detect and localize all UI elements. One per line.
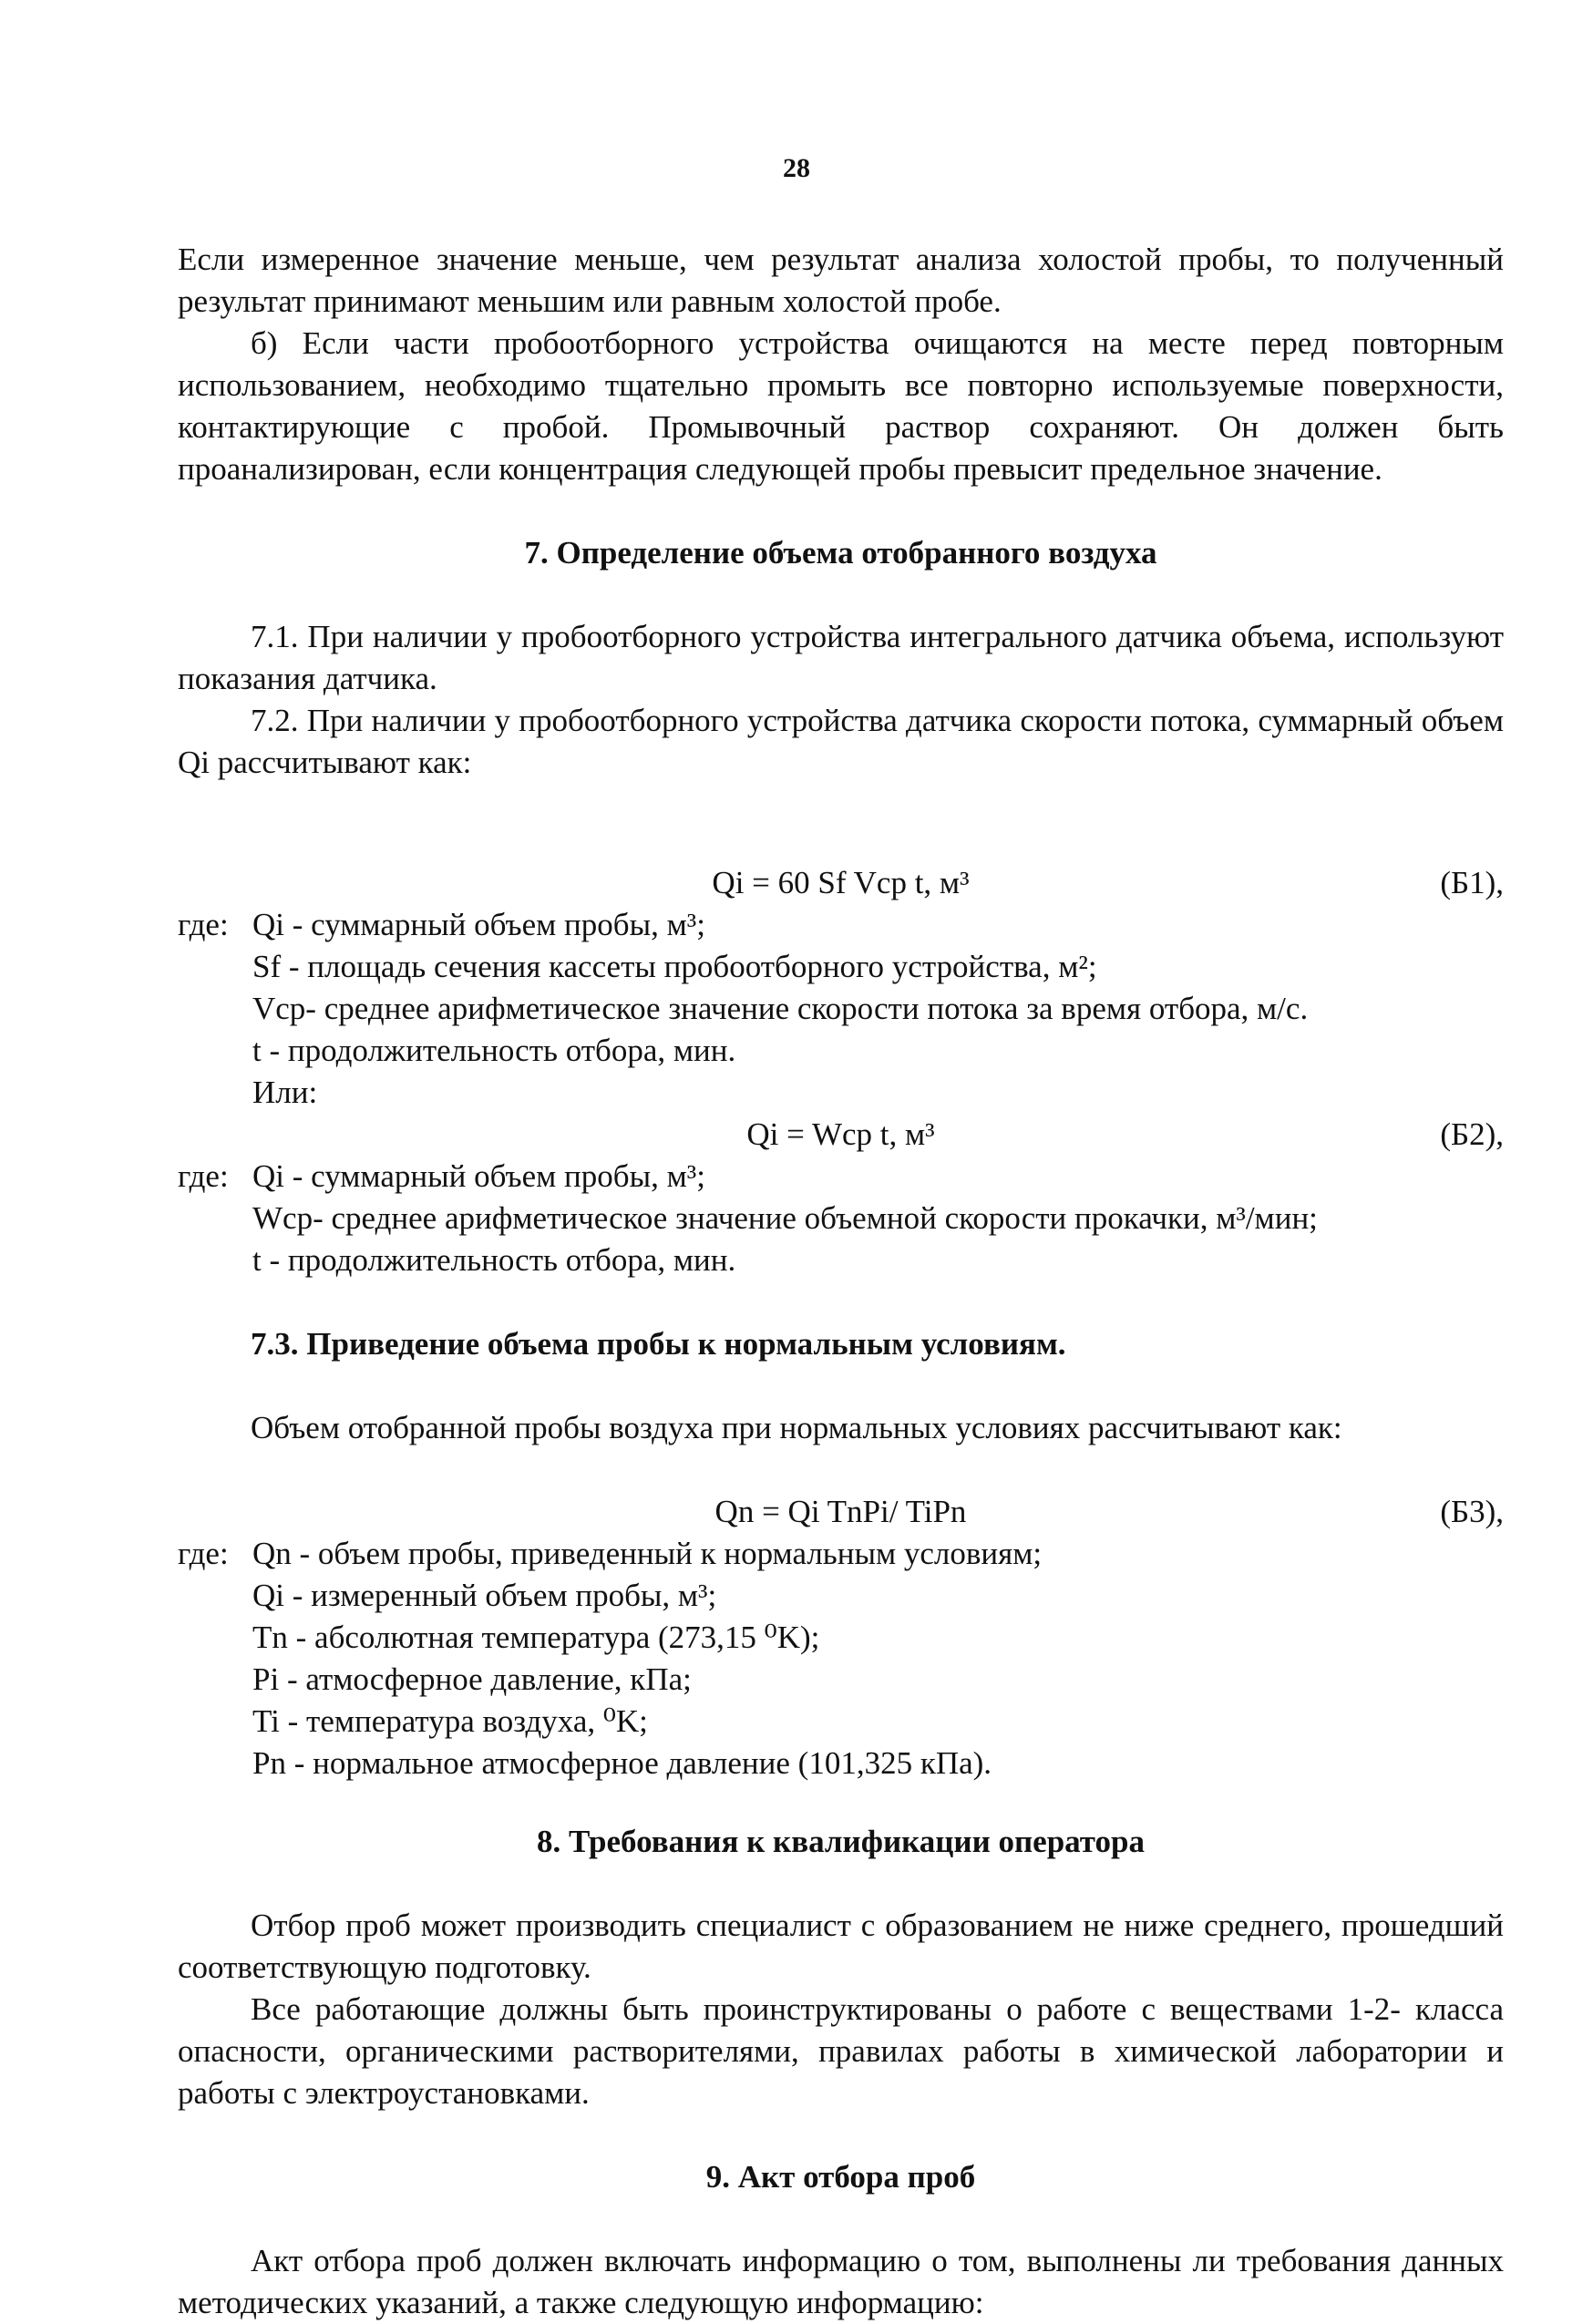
formula-b2	[178, 1114, 1504, 1156]
where-line: Wср- среднее арифметическое значение объемной скорости прокачки, м³/мин;	[252, 1200, 1318, 1236]
where-line: t - продолжительность отбора, мин.	[252, 1242, 736, 1278]
where-label: где:	[178, 1158, 229, 1194]
where-label: где:	[178, 1536, 229, 1571]
intro-paragraph-1: Если измеренное значение меньше, чем результат анализа холостой пробы, то полученный результат принимают меньшим или равным холостой пробе.	[178, 242, 1504, 319]
document-body	[178, 239, 1504, 2324]
where-line: t - продолжительность отбора, мин.	[252, 1033, 736, 1068]
intro-paragraph-2: б) Если части пробоотборного устройства очищаются на месте перед повторным использованием, необходимо тщательно промыть все повторно используемые поверхности, контактирующие с пробой. Промывочный раствор сохраняют. Он должен быть проанализирован, если концентрация следующей пробы превысит предельное значение.	[178, 325, 1504, 487]
formula-b3-number: (Б3),	[1440, 1494, 1504, 1529]
where-block-2	[178, 1156, 1504, 1281]
section-9-paragraph-1: Акт отбора проб должен включать информацию о том, выполнены ли требования данных методических указаний, а также следующую информацию:	[178, 2243, 1504, 2320]
section-7-heading: 7. Определение объема отобранного воздуха	[524, 535, 1157, 571]
section-8-heading: 8. Требования к квалификации оператора	[537, 1824, 1145, 1859]
paragraph-7-3: Объем отобранной пробы воздуха при нормальных условиях рассчитывают как:	[251, 1410, 1342, 1445]
subsection-7-3-heading: 7.3. Приведение объема пробы к нормальным условиям.	[251, 1326, 1066, 1362]
formula-b3-expression: Qn = Qi TnPi/ TiPn	[714, 1494, 967, 1529]
formula-b1-number: (Б1),	[1440, 865, 1504, 900]
section-8-paragraph-2: Все работающие должны быть проинструктированы о работе с веществами 1-2- класса опасности, органическими растворителями, правилах работы в химической лаборатории и работы с электроустановками.	[178, 1991, 1504, 2111]
paragraph-7-2: 7.2. При наличии у пробоотборного устройства датчика скорости потока, суммарный объем Qi рассчитывают как:	[178, 703, 1504, 780]
where-line: Qn - объем пробы, приведенный к нормальным условиям;	[252, 1536, 1043, 1571]
formula-b2-expression: Qi = Wср t, м³	[746, 1116, 935, 1152]
where-line: Или:	[252, 1075, 318, 1110]
where-line: Tn - абсолютная температура (273,15 ⁰K);	[252, 1620, 820, 1655]
where-line: Pi - атмосферное давление, кПа;	[252, 1661, 692, 1697]
where-line: Qi - измеренный объем пробы, м³;	[252, 1578, 717, 1613]
formula-b2-number: (Б2),	[1440, 1116, 1504, 1152]
section-9-heading: 9. Акт отбора проб	[705, 2159, 976, 2195]
paragraph-7-1: 7.1. При наличии у пробоотборного устройства интегрального датчика объема, используют показания датчика.	[178, 619, 1504, 696]
where-block-3	[178, 1533, 1504, 1784]
formula-b1-expression: Qi = 60 Sf Vср t, м³	[712, 865, 970, 900]
where-label: где:	[178, 907, 229, 942]
where-line: Qi - суммарный объем пробы, м³;	[252, 907, 705, 942]
formula-b3	[178, 1491, 1504, 1533]
page-number: 28	[783, 153, 810, 183]
section-8-paragraph-1: Отбор проб может производить специалист с образованием не ниже среднего, прошедший соответствующую подготовку.	[178, 1908, 1504, 1985]
where-line: Pn - нормальное атмосферное давление (101,325 кПа).	[252, 1745, 992, 1781]
where-line: Vср- среднее арифметическое значение скорости потока за время отбора, м/с.	[252, 991, 1309, 1026]
where-block-1	[178, 904, 1504, 1114]
where-line: Qi - суммарный объем пробы, м³;	[252, 1158, 705, 1194]
where-line: Sf - площадь сечения кассеты пробоотборного устройства, м²;	[252, 949, 1097, 984]
formula-b1	[178, 862, 1504, 904]
where-line: Ti - температура воздуха, ⁰K;	[252, 1703, 648, 1739]
